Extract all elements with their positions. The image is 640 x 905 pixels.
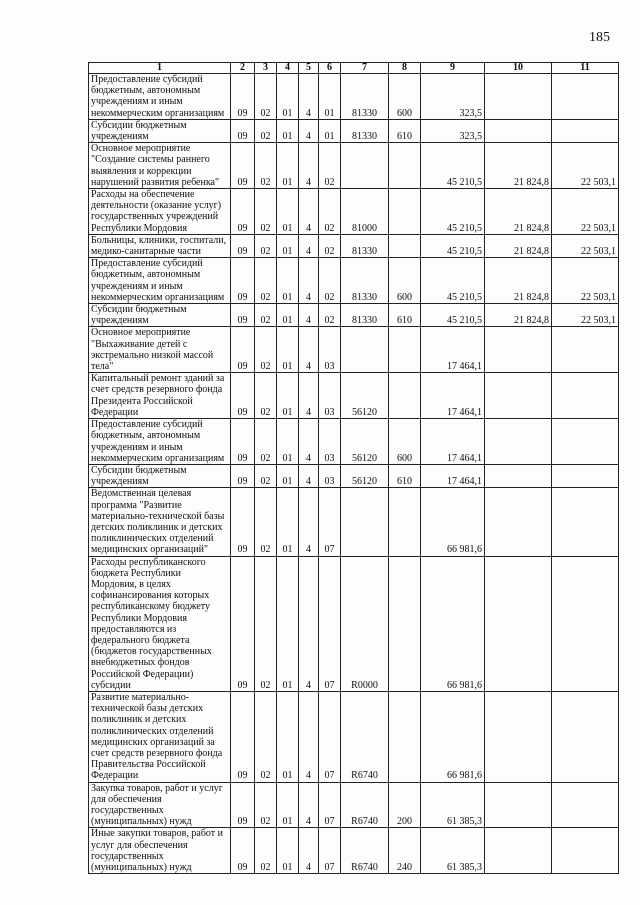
amount-cell: 66 981,6	[421, 691, 485, 782]
amount-cell	[552, 119, 619, 142]
table-row	[89, 691, 619, 782]
code-cell: 03	[319, 464, 341, 487]
code-cell: 09	[231, 119, 255, 142]
code-cell: 610	[389, 304, 421, 327]
code-cell: 09	[231, 691, 255, 782]
table-body	[89, 74, 619, 874]
code-cell: 56120	[341, 464, 389, 487]
row-name-cell: Предоставление субсидий бюджетным, автономным учреждениям и иным некоммерческим организациям	[89, 258, 231, 304]
code-cell: 56120	[341, 419, 389, 465]
table-row	[89, 143, 619, 189]
code-cell: 01	[277, 782, 299, 828]
code-cell: 02	[255, 327, 277, 373]
amount-cell	[485, 782, 552, 828]
amount-cell: 323,5	[421, 119, 485, 142]
code-cell: 02	[255, 691, 277, 782]
code-cell: 01	[277, 464, 299, 487]
code-cell: 4	[299, 373, 319, 419]
amount-cell: 66 981,6	[421, 556, 485, 691]
code-cell: 02	[255, 74, 277, 120]
code-cell: 01	[277, 556, 299, 691]
code-cell: 600	[389, 419, 421, 465]
code-cell	[389, 143, 421, 189]
code-cell: 01	[277, 373, 299, 419]
table-row	[89, 74, 619, 120]
code-cell: R6740	[341, 691, 389, 782]
amount-cell	[485, 464, 552, 487]
code-cell: 200	[389, 782, 421, 828]
row-name-cell: Расходы республиканского бюджета Республики Мордовия, в целях софинансирования которых республиканскому бюджету Республики Мордовия предоставляются из федерального бюджета (бюджетов государственных внебюджетных фондов Российской Федерации) субсидии	[89, 556, 231, 691]
code-cell: 4	[299, 327, 319, 373]
header-cell: 1	[89, 63, 231, 74]
code-cell: 07	[319, 828, 341, 874]
amount-cell	[552, 464, 619, 487]
amount-cell: 61 385,3	[421, 828, 485, 874]
code-cell	[389, 327, 421, 373]
code-cell: R0000	[341, 556, 389, 691]
code-cell: 02	[255, 419, 277, 465]
row-name-cell: Закупка товаров, работ и услуг для обеспечения государственных (муниципальных) нужд	[89, 782, 231, 828]
code-cell: 02	[255, 782, 277, 828]
code-cell: 03	[319, 327, 341, 373]
code-cell: 02	[255, 234, 277, 257]
row-name-cell: Предоставление субсидий бюджетным, автономным учреждениям и иным некоммерческим организациям	[89, 419, 231, 465]
code-cell	[389, 189, 421, 235]
code-cell: 09	[231, 782, 255, 828]
amount-cell	[552, 327, 619, 373]
code-cell: 4	[299, 258, 319, 304]
code-cell: 01	[277, 74, 299, 120]
amount-cell: 45 210,5	[421, 258, 485, 304]
code-cell: 09	[231, 373, 255, 419]
amount-cell: 45 210,5	[421, 304, 485, 327]
amount-cell: 45 210,5	[421, 234, 485, 257]
code-cell: 09	[231, 828, 255, 874]
amount-cell: 21 824,8	[485, 143, 552, 189]
header-cell: 2	[231, 63, 255, 74]
table-row	[89, 556, 619, 691]
code-cell: 610	[389, 119, 421, 142]
amount-cell: 66 981,6	[421, 488, 485, 556]
code-cell: 01	[277, 143, 299, 189]
code-cell: 09	[231, 419, 255, 465]
amount-cell: 61 385,3	[421, 782, 485, 828]
table-row	[89, 782, 619, 828]
code-cell: 09	[231, 556, 255, 691]
code-cell: 02	[319, 234, 341, 257]
code-cell: 81330	[341, 119, 389, 142]
code-cell: 600	[389, 74, 421, 120]
code-cell: 4	[299, 464, 319, 487]
code-cell	[341, 488, 389, 556]
code-cell	[389, 691, 421, 782]
code-cell: 01	[277, 828, 299, 874]
code-cell: 01	[277, 327, 299, 373]
code-cell: 09	[231, 234, 255, 257]
row-name-cell: Субсидии бюджетным учреждениям	[89, 464, 231, 487]
code-cell: 07	[319, 691, 341, 782]
code-cell: 01	[319, 74, 341, 120]
code-cell	[341, 143, 389, 189]
code-cell: 02	[255, 488, 277, 556]
code-cell: 01	[319, 119, 341, 142]
code-cell: 81000	[341, 189, 389, 235]
amount-cell	[552, 419, 619, 465]
code-cell: R6740	[341, 828, 389, 874]
code-cell: 4	[299, 691, 319, 782]
code-cell: 09	[231, 74, 255, 120]
code-cell: 02	[255, 464, 277, 487]
row-name-cell: Основное мероприятие "Выхаживание детей с экстремально низкой массой тела"	[89, 327, 231, 373]
code-cell	[341, 327, 389, 373]
code-cell: R6740	[341, 782, 389, 828]
code-cell: 02	[255, 828, 277, 874]
table-row	[89, 419, 619, 465]
code-cell: 4	[299, 189, 319, 235]
table-row	[89, 828, 619, 874]
code-cell: 4	[299, 74, 319, 120]
header-cell: 7	[341, 63, 389, 74]
code-cell: 4	[299, 234, 319, 257]
amount-cell: 21 824,8	[485, 258, 552, 304]
code-cell: 09	[231, 327, 255, 373]
header-cell: 8	[389, 63, 421, 74]
row-name-cell: Ведомственная целевая программа "Развитие материально-технической базы детских поликлиник и детских поликлинических отделений медицинских организаций"	[89, 488, 231, 556]
code-cell	[389, 234, 421, 257]
code-cell: 09	[231, 143, 255, 189]
code-cell: 4	[299, 556, 319, 691]
code-cell	[389, 556, 421, 691]
row-name-cell: Основное мероприятие "Создание системы раннего выявления и коррекции нарушений развития ребенка"	[89, 143, 231, 189]
amount-cell	[485, 828, 552, 874]
code-cell: 09	[231, 488, 255, 556]
code-cell: 4	[299, 488, 319, 556]
code-cell: 01	[277, 258, 299, 304]
code-cell: 02	[319, 143, 341, 189]
code-cell: 01	[277, 488, 299, 556]
code-cell: 02	[255, 119, 277, 142]
code-cell: 4	[299, 119, 319, 142]
table-row	[89, 373, 619, 419]
code-cell: 01	[277, 691, 299, 782]
code-cell: 02	[255, 304, 277, 327]
amount-cell: 22 503,1	[552, 189, 619, 235]
code-cell: 56120	[341, 373, 389, 419]
amount-cell: 45 210,5	[421, 143, 485, 189]
amount-cell	[552, 828, 619, 874]
amount-cell	[485, 74, 552, 120]
header-cell: 6	[319, 63, 341, 74]
code-cell	[389, 373, 421, 419]
code-cell: 4	[299, 143, 319, 189]
code-cell: 09	[231, 258, 255, 304]
amount-cell: 22 503,1	[552, 304, 619, 327]
amount-cell	[485, 419, 552, 465]
amount-cell	[552, 74, 619, 120]
table-row	[89, 327, 619, 373]
amount-cell	[485, 488, 552, 556]
header-cell: 10	[485, 63, 552, 74]
code-cell: 07	[319, 556, 341, 691]
code-cell: 02	[319, 258, 341, 304]
code-cell: 4	[299, 419, 319, 465]
row-name-cell: Субсидии бюджетным учреждениям	[89, 119, 231, 142]
code-cell: 09	[231, 304, 255, 327]
code-cell	[389, 488, 421, 556]
code-cell: 07	[319, 488, 341, 556]
amount-cell: 22 503,1	[552, 258, 619, 304]
code-cell: 240	[389, 828, 421, 874]
row-name-cell: Предоставление субсидий бюджетным, автономным учреждениям и иным некоммерческим организациям	[89, 74, 231, 120]
amount-cell	[485, 327, 552, 373]
header-row	[89, 63, 619, 74]
amount-cell: 17 464,1	[421, 419, 485, 465]
code-cell: 610	[389, 464, 421, 487]
amount-cell	[552, 556, 619, 691]
code-cell: 02	[319, 304, 341, 327]
table-row	[89, 464, 619, 487]
amount-cell: 21 824,8	[485, 304, 552, 327]
amount-cell	[485, 373, 552, 419]
code-cell: 09	[231, 464, 255, 487]
table-row	[89, 234, 619, 257]
budget-table	[88, 62, 619, 874]
row-name-cell: Субсидии бюджетным учреждениям	[89, 304, 231, 327]
code-cell: 4	[299, 782, 319, 828]
row-name-cell: Расходы на обеспечение деятельности (оказание услуг) государственных учреждений Республики Мордовия	[89, 189, 231, 235]
code-cell: 4	[299, 304, 319, 327]
row-name-cell: Иные закупки товаров, работ и услуг для обеспечения государственных (муниципальных) нужд	[89, 828, 231, 874]
amount-cell	[552, 373, 619, 419]
header-cell: 9	[421, 63, 485, 74]
code-cell: 02	[319, 189, 341, 235]
code-cell: 01	[277, 304, 299, 327]
code-cell: 09	[231, 189, 255, 235]
table-row	[89, 304, 619, 327]
code-cell: 81330	[341, 304, 389, 327]
code-cell: 02	[255, 143, 277, 189]
code-cell: 600	[389, 258, 421, 304]
code-cell: 03	[319, 419, 341, 465]
amount-cell: 45 210,5	[421, 189, 485, 235]
table-row	[89, 488, 619, 556]
code-cell: 01	[277, 419, 299, 465]
code-cell: 02	[255, 556, 277, 691]
header-cell: 3	[255, 63, 277, 74]
code-cell: 01	[277, 119, 299, 142]
code-cell: 01	[277, 234, 299, 257]
amount-cell: 17 464,1	[421, 327, 485, 373]
amount-cell: 21 824,8	[485, 189, 552, 235]
amount-cell: 17 464,1	[421, 464, 485, 487]
row-name-cell: Больницы, клиники, госпитали, медико-санитарные части	[89, 234, 231, 257]
code-cell: 81330	[341, 74, 389, 120]
row-name-cell: Развитие материально-технической базы детских поликлиник и детских поликлинических отделений медицинских организаций за счет средств резервного фонда Правительства Российской Федерации	[89, 691, 231, 782]
code-cell: 07	[319, 782, 341, 828]
amount-cell	[485, 119, 552, 142]
code-cell: 4	[299, 828, 319, 874]
page-number: 185	[589, 30, 610, 45]
header-cell: 11	[552, 63, 619, 74]
code-cell: 81330	[341, 234, 389, 257]
amount-cell: 22 503,1	[552, 143, 619, 189]
table-row	[89, 119, 619, 142]
code-cell: 02	[255, 258, 277, 304]
code-cell: 03	[319, 373, 341, 419]
amount-cell: 21 824,8	[485, 234, 552, 257]
header-cell: 5	[299, 63, 319, 74]
code-cell: 81330	[341, 258, 389, 304]
amount-cell	[485, 691, 552, 782]
amount-cell	[552, 782, 619, 828]
header-cell: 4	[277, 63, 299, 74]
code-cell: 01	[277, 189, 299, 235]
amount-cell: 323,5	[421, 74, 485, 120]
code-cell: 02	[255, 189, 277, 235]
row-name-cell: Капитальный ремонт зданий за счет средств резервного фонда Президента Российской Федерации	[89, 373, 231, 419]
code-cell: 02	[255, 373, 277, 419]
amount-cell	[552, 691, 619, 782]
amount-cell	[552, 488, 619, 556]
table-row	[89, 258, 619, 304]
table-row	[89, 189, 619, 235]
amount-cell	[485, 556, 552, 691]
amount-cell: 22 503,1	[552, 234, 619, 257]
amount-cell: 17 464,1	[421, 373, 485, 419]
